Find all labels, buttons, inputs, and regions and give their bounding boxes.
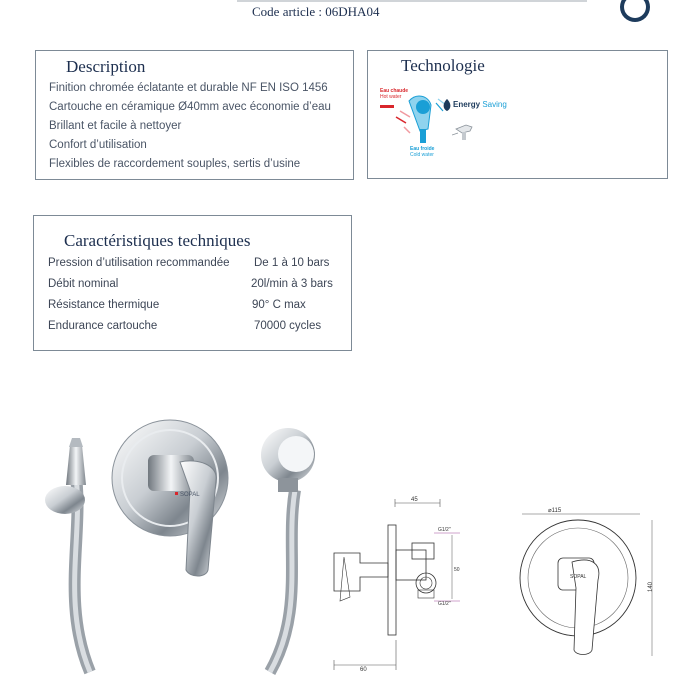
- specs-title: Caractéristiques techniques: [64, 231, 251, 250]
- dim-g1-label: G1/2": [438, 527, 451, 533]
- description-box: [35, 50, 354, 180]
- specs-box: [33, 215, 352, 351]
- dim-50-label: 50: [454, 567, 460, 573]
- brand-logo-icon: [620, 0, 650, 22]
- technologie-box: [367, 50, 668, 179]
- eco-lever-icon: [452, 121, 476, 141]
- description-line: Finition chromée éclatante et durable NF EN ISO 1456: [49, 82, 328, 94]
- spec-value: 70000 cycles: [254, 320, 322, 332]
- description-title: Description: [66, 57, 146, 76]
- spec-label: Pression d’utilisation recommandée: [48, 257, 230, 269]
- energy-word: Energy: [453, 100, 481, 109]
- saving-word: Saving: [480, 100, 507, 109]
- product-photo: [30, 410, 360, 680]
- dim-g2-label: G1/2": [438, 601, 451, 607]
- drawing-brand: SOPAL: [570, 574, 587, 580]
- energy-saving-label: [453, 100, 507, 109]
- spec-label: Endurance cartouche: [48, 320, 158, 332]
- description-line: Brillant et facile à nettoyer: [49, 120, 182, 132]
- description-line: Flexibles de raccordement souples, sertis d’usine: [49, 158, 301, 170]
- cold-water-label-fr: Eau froide: [410, 146, 435, 152]
- dim-140-label: 140: [648, 581, 654, 592]
- front-view-drawing: [510, 500, 660, 680]
- dim-115-label: ⌀115: [548, 508, 562, 514]
- spec-label: Débit nominal: [48, 278, 119, 290]
- dim-60-label: 60: [360, 667, 367, 673]
- dim-45-label: 45: [411, 497, 418, 503]
- article-code: Code article : 06DHA04: [252, 4, 380, 19]
- spec-value: 20l/min à 3 bars: [251, 278, 333, 290]
- description-line: Cartouche en céramique Ø40mm avec économie d’eau: [49, 101, 331, 113]
- spec-value: 90° C max: [252, 299, 306, 311]
- side-view-drawing: [330, 495, 460, 675]
- technologie-title: Technologie: [401, 56, 485, 75]
- spec-value: De 1 à 10 bars: [254, 257, 330, 269]
- hot-water-label-en: Hot water: [380, 94, 402, 100]
- description-line: Confort d’utilisation: [49, 139, 147, 151]
- spec-label: Résistance thermique: [48, 299, 160, 311]
- lever-diagram-icon: [376, 83, 486, 153]
- hot-water-label-fr: Eau chaude: [380, 88, 409, 94]
- top-rule: [237, 0, 587, 2]
- cold-water-label-en: Cold water: [410, 152, 434, 158]
- product-brand: SOPAL: [180, 492, 200, 498]
- leaf-icon: [442, 99, 452, 111]
